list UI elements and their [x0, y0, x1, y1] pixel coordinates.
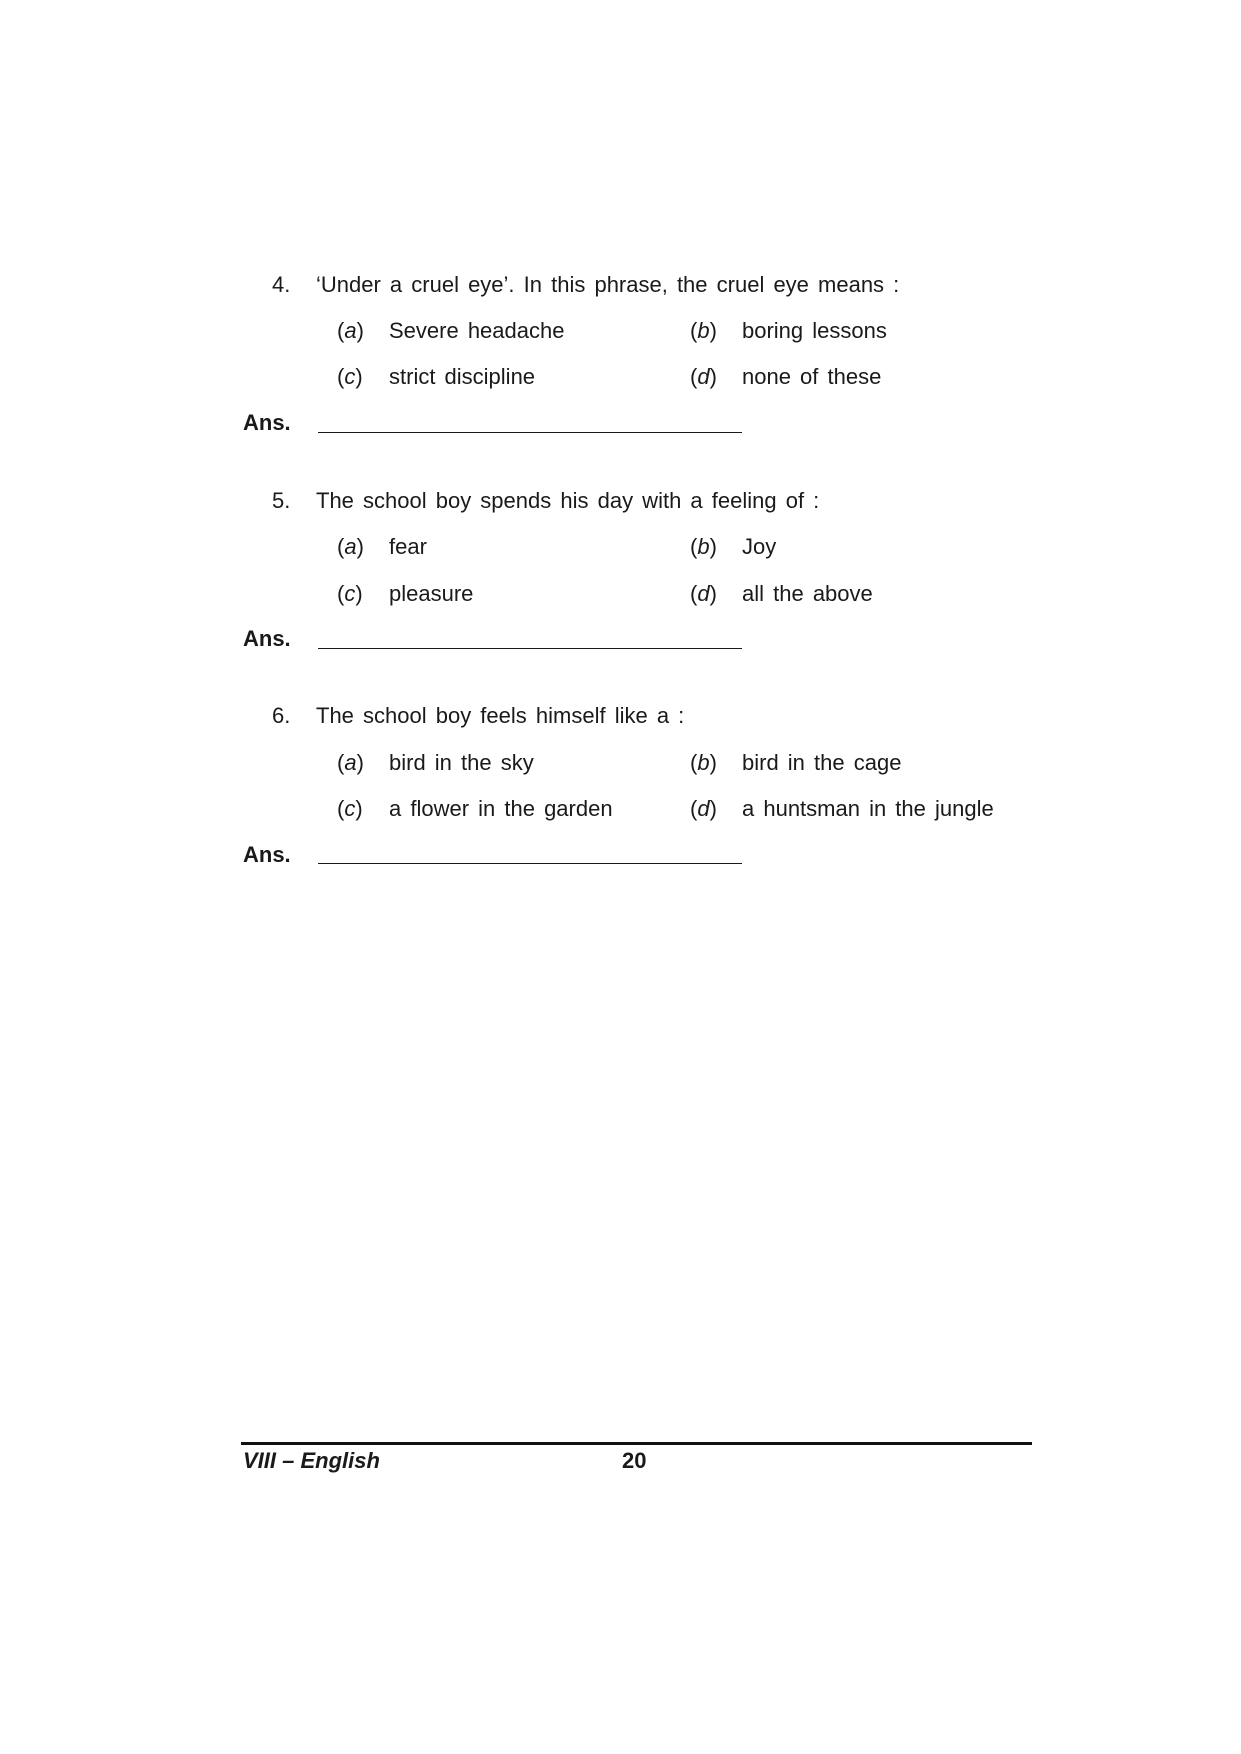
option-letter: (d) — [690, 796, 717, 821]
option-text: Severe headache — [389, 318, 565, 343]
option-text: none of these — [742, 364, 882, 389]
question-number: 5. — [272, 488, 291, 513]
option-letter: (c) — [337, 364, 363, 389]
option-text: a flower in the garden — [389, 796, 613, 821]
footer-subject: VIII – English — [243, 1448, 380, 1473]
question-number: 6. — [272, 703, 291, 728]
option-c — [337, 581, 473, 607]
option-letter: (d) — [690, 581, 717, 606]
answer-blank[interactable] — [318, 863, 742, 864]
answer-label: Ans. — [243, 626, 291, 651]
option-letter: (a) — [337, 534, 364, 559]
option-text: all the above — [742, 581, 873, 606]
option-letter: (d) — [690, 364, 717, 389]
option-c — [337, 796, 613, 822]
option-letter: (b) — [690, 534, 717, 559]
option-text: pleasure — [389, 581, 474, 606]
option-b — [690, 750, 901, 776]
question-stem — [272, 272, 899, 298]
answer-blank[interactable] — [318, 648, 742, 649]
option-text: fear — [389, 534, 427, 559]
question-number: 4. — [272, 272, 291, 297]
answer-blank[interactable] — [318, 432, 742, 433]
option-letter: (c) — [337, 581, 363, 606]
option-text: Joy — [742, 534, 777, 559]
option-text: boring lessons — [742, 318, 887, 343]
option-letter: (b) — [690, 318, 717, 343]
option-b — [690, 318, 887, 344]
question-text: The school boy spends his day with a feeling of : — [316, 488, 820, 513]
question-text: The school boy feels himself like a : — [316, 703, 685, 728]
option-a — [337, 750, 534, 776]
option-c — [337, 364, 535, 390]
answer-label: Ans. — [243, 410, 291, 435]
option-letter: (a) — [337, 750, 364, 775]
option-text: bird in the sky — [389, 750, 534, 775]
option-a — [337, 318, 564, 344]
option-b — [690, 534, 776, 560]
option-a — [337, 534, 427, 560]
question-stem — [272, 703, 684, 729]
option-letter: (c) — [337, 796, 363, 821]
page-number: 20 — [622, 1448, 647, 1473]
option-letter: (a) — [337, 318, 364, 343]
option-d — [690, 364, 881, 390]
option-text: bird in the cage — [742, 750, 902, 775]
option-text: strict discipline — [389, 364, 536, 389]
footer-divider — [241, 1442, 1032, 1445]
question-stem — [272, 488, 819, 514]
option-letter: (b) — [690, 750, 717, 775]
answer-label: Ans. — [243, 842, 291, 867]
option-d — [690, 796, 994, 822]
question-text: ‘Under a cruel eye’. In this phrase, the cruel eye means : — [316, 272, 900, 297]
option-text: a huntsman in the jungle — [742, 796, 994, 821]
option-d — [690, 581, 873, 607]
